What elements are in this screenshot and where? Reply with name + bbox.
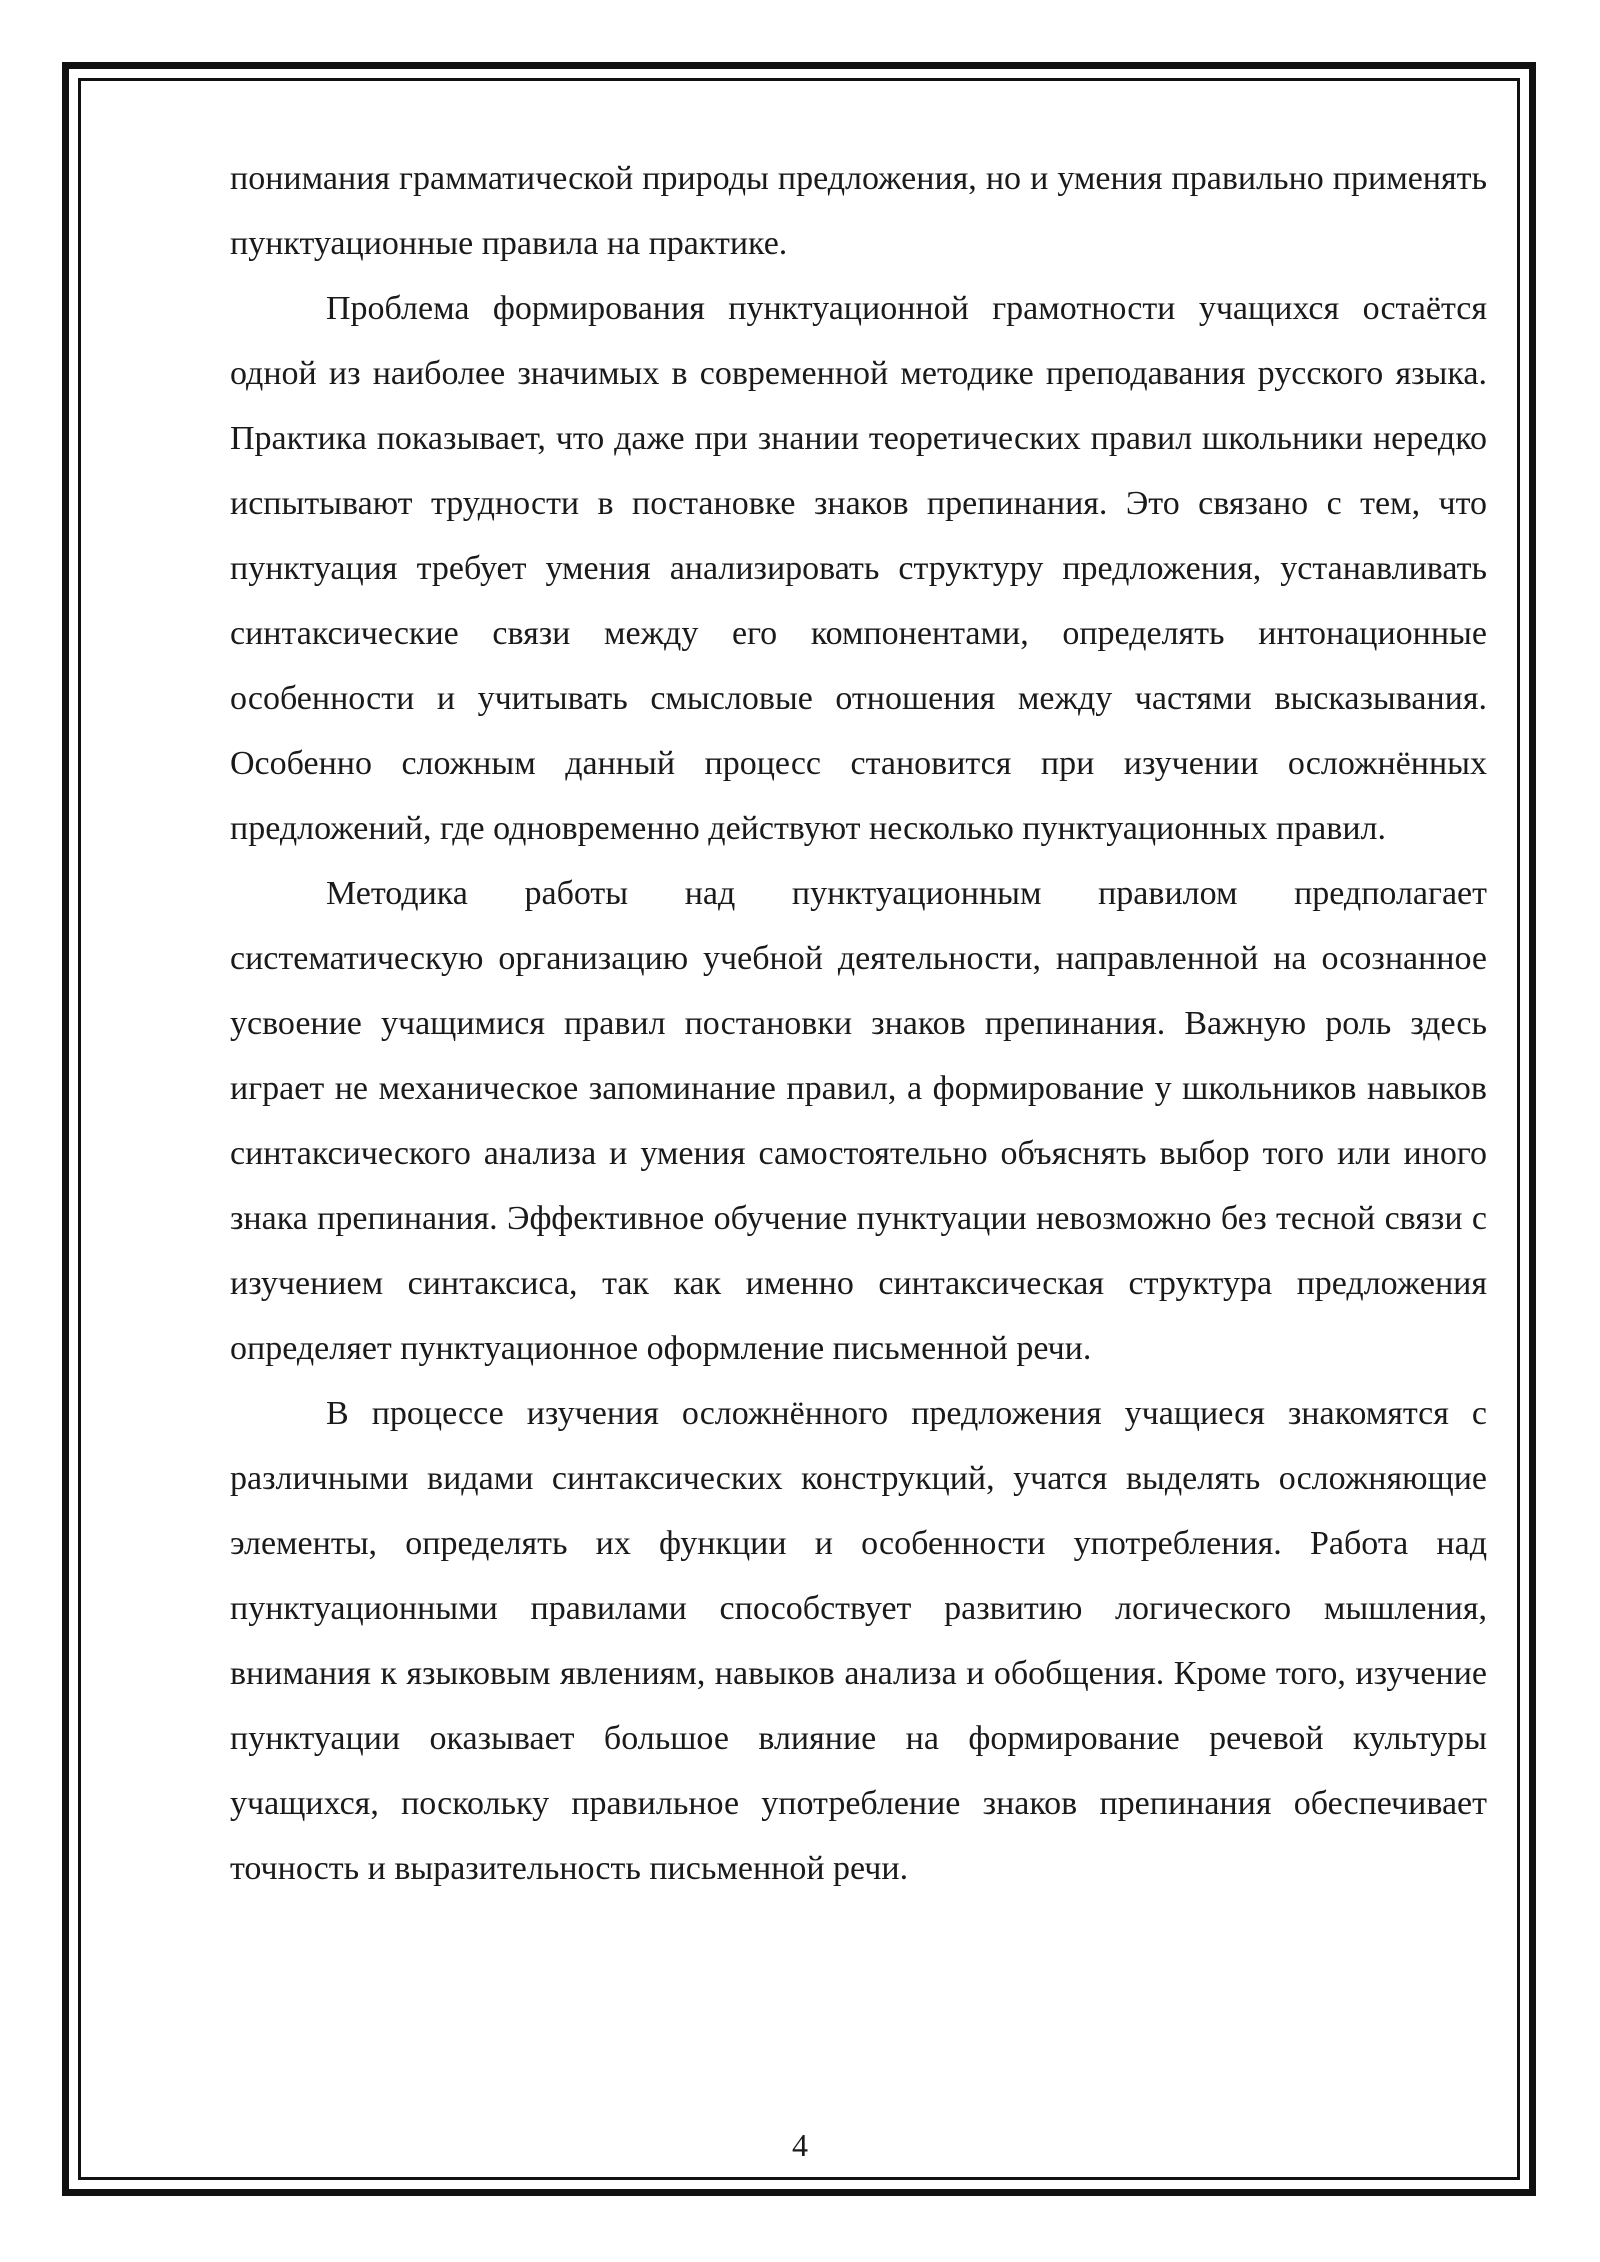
document-body [230,146,1487,1901]
paragraph-2: Проблема формирования пунктуационной грамотности учащихся остаётся одной из наиболее значимых в современной методике преподавания русского языка. Практика показывает, что даже при знании теоретических правил школьники нередко испытывают трудности в постановке знаков препинания. Это связано с тем, что пунктуация требует умения анализировать структуру предложения, устанавливать синтаксические связи между его компонентами, определять интонационные особенности и учитывать смысловые отношения между частями высказывания. Особенно сложным данный процесс становится при изучении осложнённых предложений, где одновременно действуют несколько пунктуационных правил. [230,290,1487,847]
paragraph-3: Методика работы над пунктуационным правилом предполагает систематическую организацию учебной деятельности, направленной на осознанное усвоение учащимися правил постановки знаков препинания. Важную роль здесь играет не механическое запоминание правил, а формирование у школьников навыков синтаксического анализа и умения самостоятельно объяснять выбор того или иного знака препинания. Эффективное обучение пунктуации невозможно без тесной связи с изучением синтаксиса, так как именно синтаксическая структура предложения определяет пунктуационное оформление письменной речи. [230,875,1487,1367]
page-number: 4 [792,2127,808,2163]
paragraph-4: В процессе изучения осложнённого предложения учащиеся знакомятся с различными видами синтаксических конструкций, учатся выделять осложняющие элементы, определять их функции и особенности употребления. Работа над пунктуационными правилами способствует развитию логического мышления, внимания к языковым явлениям, навыков анализа и обобщения. Кроме того, изучение пунктуации оказывает большое влияние на формирование речевой культуры учащихся, поскольку правильное употребление знаков препинания обеспечивает точность и выразительность письменной речи. [230,1395,1487,1887]
paragraph-1: понимания грамматической природы предложения, но и умения правильно применять пунктуационные правила на практике. [230,160,1487,262]
